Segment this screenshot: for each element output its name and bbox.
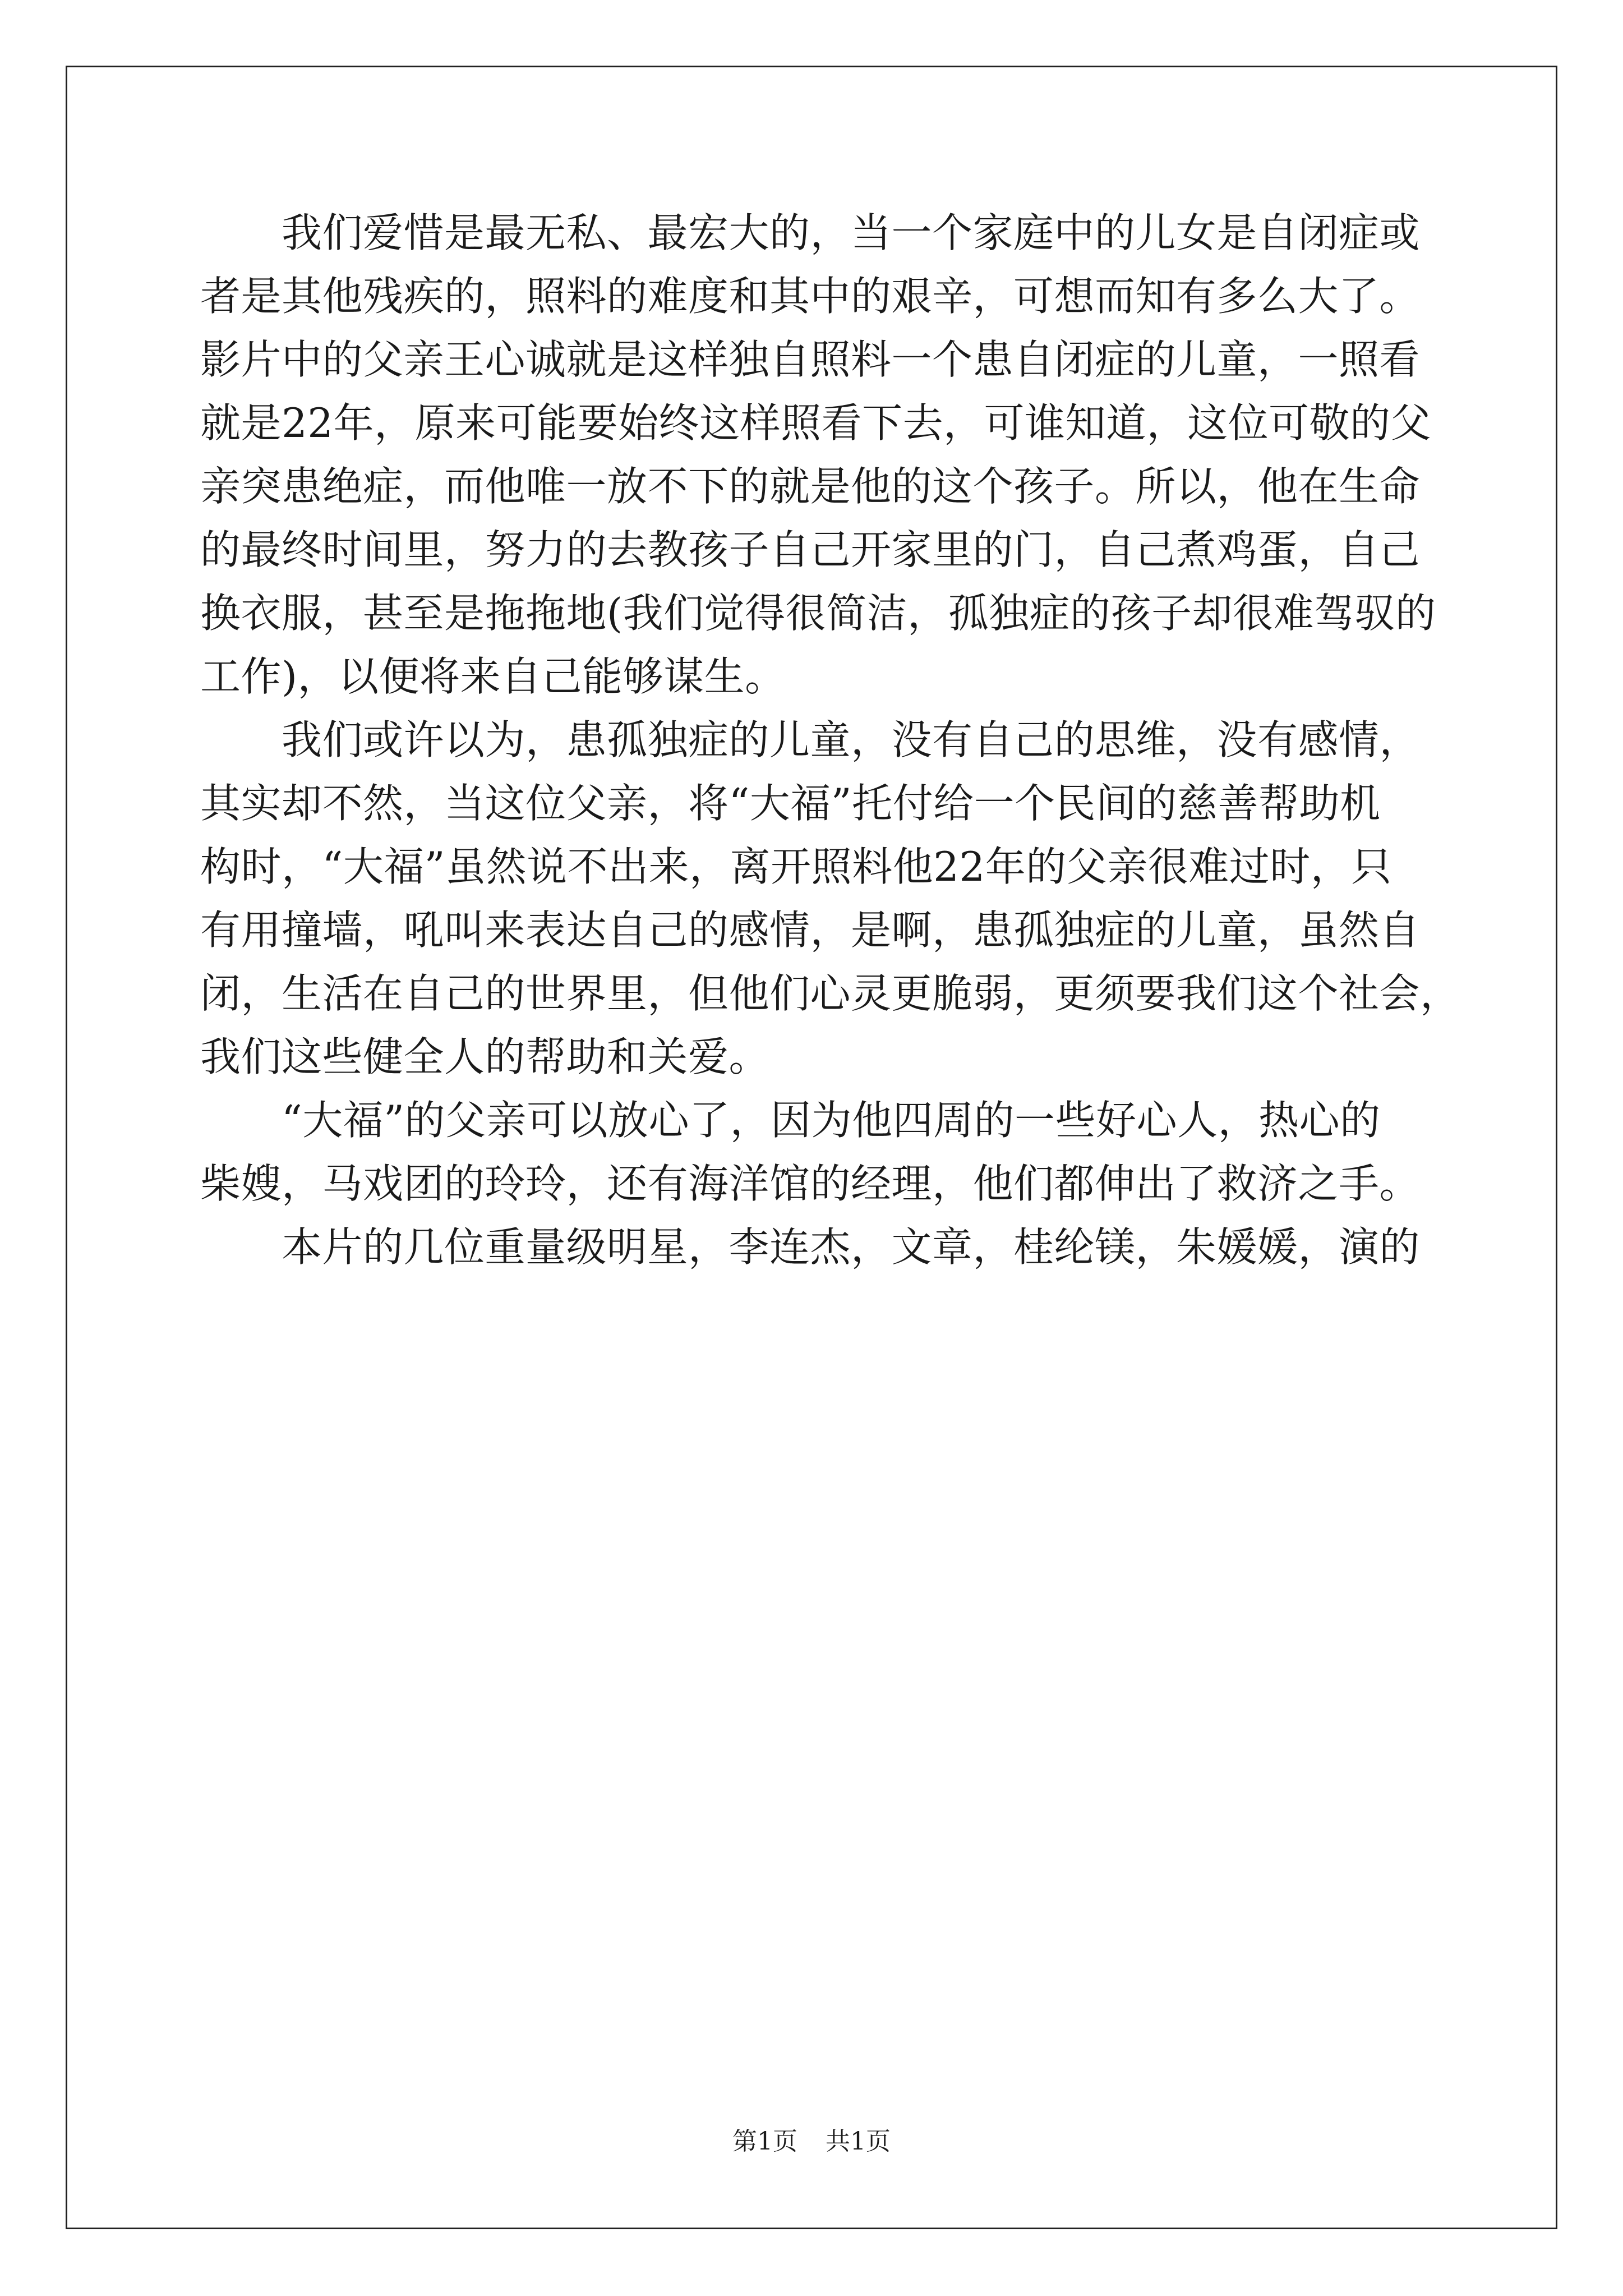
text-line: 我们爱惜是最无私、最宏大的，当一个家庭中的儿女是自闭症或 [200,209,1421,256]
text-line: 者是其他残疾的，照料的难度和其中的艰辛，可想而知有多么大了。 [200,273,1421,320]
text-line: 亲突患绝症，而他唯一放不下的就是他的这个孩子。所以，他在生命 [200,463,1421,510]
text-line: 工作)，以便将来自己能够谋生。 [200,653,786,700]
text-line: 柴嫂，马戏团的玲玲，还有海洋馆的经理，他们都伸出了救济之手。 [200,1160,1421,1207]
page-footer [0,2125,1623,2159]
text-line: 的最终时间里，努力的去教孩子自己开家里的门，自己煮鸡蛋，自己 [200,526,1421,573]
text-line: 有用撞墙，吼叫来表达自己的感情，是啊，患孤独症的儿童，虽然自 [200,907,1421,954]
text-line: 闭，生活在自己的世界里，但他们心灵更脆弱，更须要我们这个社会， [200,970,1461,1017]
text-line: 其实却不然，当这位父亲，将“大福”托付给一个民间的慈善帮助机 [200,780,1381,827]
text-line: 就是22年，原来可能要始终这样照看下去，可谁知道，这位可敬的父 [200,399,1432,447]
page-number-total: 共1页 [826,2127,891,2156]
text-line: 构时，“大福”虽然说不出来，离开照料他22年的父亲很难过时，只 [200,843,1392,890]
text-line: 我们或许以为，患孤独症的儿童，没有自己的思维，没有感情， [200,716,1421,763]
text-line: 影片中的父亲王心诚就是这样独自照料一个患自闭症的儿童，一照看 [200,336,1421,383]
text-line: 我们这些健全人的帮助和关爱。 [200,1033,770,1080]
text-line: 换衣服，甚至是拖拖地(我们觉得很简洁，孤独症的孩子却很难驾驭的 [200,590,1436,637]
text-line: 本片的几位重量级明星，李连杰，文章，桂纶镁，朱媛媛，演的 [200,1223,1421,1271]
page-number-current: 第1页 [732,2127,797,2156]
text-line: “大福”的父亲可以放心了，因为他四周的一些好心人，热心的 [200,1097,1381,1144]
